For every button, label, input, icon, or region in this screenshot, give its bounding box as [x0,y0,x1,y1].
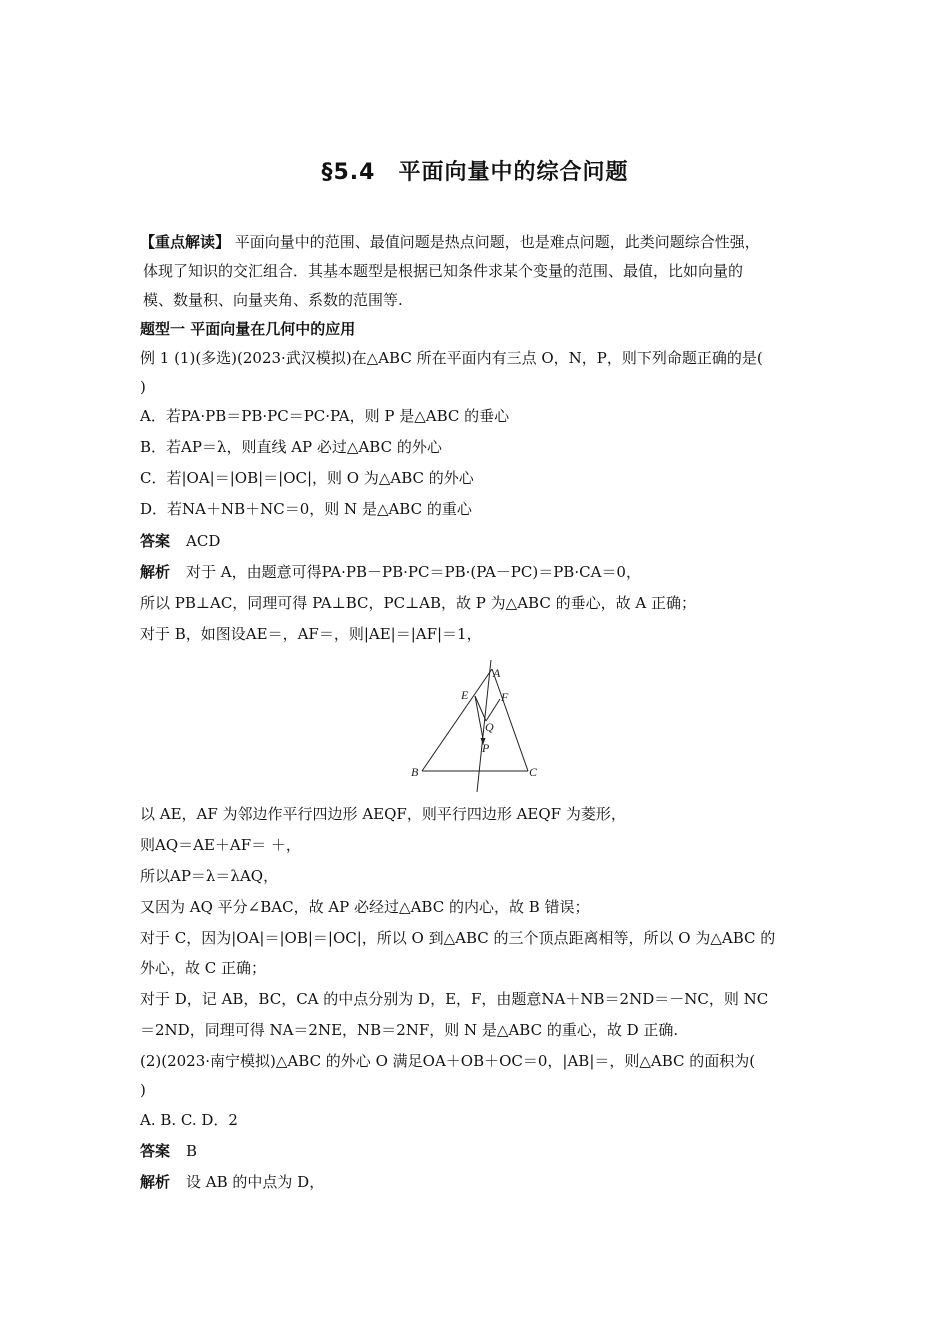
option-d: D．若NA＋NB＋NC＝0，则 N 是△ABC 的重心 [140,500,472,518]
example-1-part-2-end: ) [140,1081,146,1099]
key-reading-label: 【重点解读】 [140,233,231,251]
line-ac [492,669,528,771]
analysis-line: 则AQ＝AE＋AF＝ ＋， [140,836,301,854]
line-fq [486,699,500,721]
page-title: §5.4 平面向量中的综合问题 [321,160,629,185]
section-heading [140,319,820,339]
analysis-line: 外心，故 C 正确； [140,959,267,977]
analysis-line: ＝2ND，同理可得 NA＝2NE，NB＝2NF，则 N 是△ABC 的重心，故 D 正确. [140,1021,679,1039]
option-a: A．若PA·PB＝PB·PC＝PC·PA，则 P 是△ABC 的垂心 [140,407,510,425]
answer-value: B [186,1142,198,1160]
line-eq [475,696,486,721]
answer-2 [140,1141,820,1161]
section-label: 题型一 [140,320,186,338]
analysis-label: 解析 [140,563,171,581]
label-q: Q [485,720,494,734]
analysis-line: 所以 PB⊥AC，同理可得 PA⊥BC，PC⊥AB，故 P 为△ABC 的垂心，故 A 正确； [140,594,696,612]
option-c: C．若|OA|＝|OB|＝|OC|，则 O 为△ABC 的外心 [140,469,474,487]
answer-1 [140,531,820,551]
section-title: 平面向量在几何中的应用 [185,320,356,338]
analysis-1 [140,562,820,582]
analysis-line: 以 AE，AF 为邻边作平行四边形 AEQF，则平行四边形 AEQF 为菱形， [140,805,626,823]
analysis-line: 又因为 AQ 平分∠BAC，故 AP 必经过△ABC 的内心，故 B 错误； [140,898,590,916]
line-2: 模、数量积、向量夹角、系数的范围等. [143,291,403,309]
line-ep [475,696,483,739]
analysis-2 [140,1172,820,1192]
label-c: C [529,765,538,779]
triangle-figure [405,655,550,795]
analysis-text: 设 AB 的中点为 D， [186,1173,325,1191]
line-text: 平面向量中的范围、最值问题是热点问题，也是难点问题，此类问题综合性强， [230,233,760,251]
analysis-line: 对于 D，记 AB，BC，CA 的中点分别为 D，E，F，由题意NA＋NB＝2ND＝－NC，则 NC [140,990,769,1008]
example-1-stem: 例 1 (1)(多选)(2023·武汉模拟)在△ABC 所在平面内有三点 O，N，P，则下列命题正确的是( [140,349,763,367]
label-e: E [461,688,469,702]
analysis-line: 所以AP＝λ＝λAQ， [140,867,279,885]
answer-value: ACD [186,532,221,550]
line-1: 体现了知识的交汇组合．其基本题型是根据已知条件求某个变量的范围、最值，比如向量的 [143,262,744,280]
analysis-line: 对于 B，如图设AE＝，AF＝，则|AE|＝|AF|＝1， [140,625,482,643]
analysis-line: 对于 C，因为|OA|＝|OB|＝|OC|，所以 O 到△ABC 的三个顶点距离相等，所以 O 为△ABC 的 [140,929,776,947]
analysis-label: 解析 [140,1173,171,1191]
example-1-part-2: (2)(2023·南宁模拟)△ABC 的外心 O 满足OA＋OB＋OC＝0，|AB|＝，则△ABC 的面积为( [140,1052,756,1070]
label-p: P [482,741,490,755]
label-f: F [501,690,509,704]
options-2: A. B. C. D．2 [140,1111,238,1129]
label-b: B [411,765,419,779]
option-b: B．若AP＝λ，则直线 AP 必过△ABC 的外心 [140,438,442,456]
answer-label: 答案 [140,532,171,550]
example-1-stem-end: ) [140,378,146,396]
answer-label: 答案 [140,1142,171,1160]
analysis-text: 对于 A，由题意可得PA·PB－PB·PC＝PB·(PA－PC)＝PB·CA＝0， [186,563,641,581]
line-ab [422,669,492,771]
label-a: A [493,666,501,680]
line-0 [140,232,820,252]
